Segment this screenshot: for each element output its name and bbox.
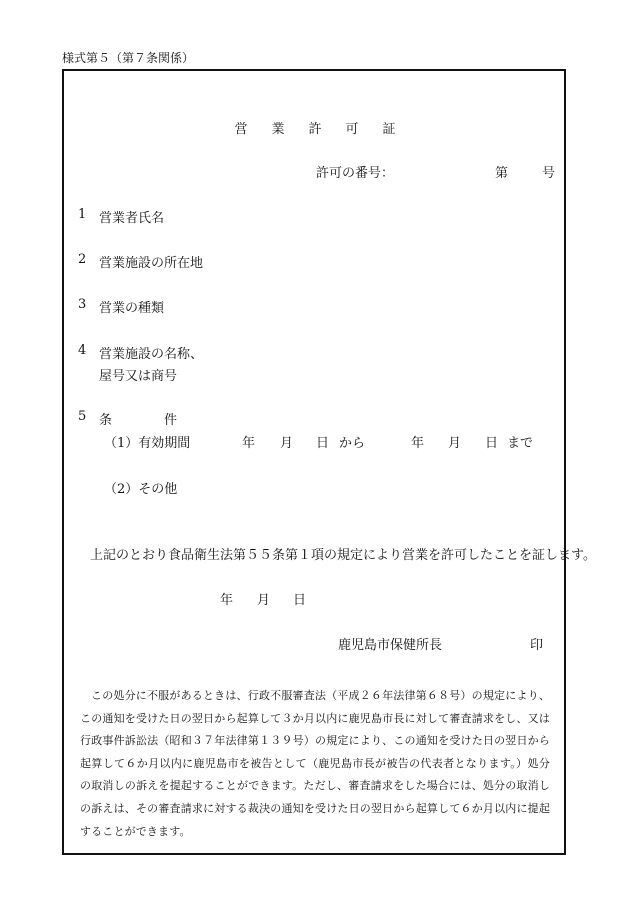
permit-number-go: 号 [542, 166, 556, 181]
other-label: （2）その他 [104, 482, 178, 497]
validity-label: （1）有効期間 [104, 436, 191, 451]
item-2-number: 2 [78, 252, 87, 267]
issue-date-year: 年 [220, 593, 234, 608]
validity-to-year: 年 [411, 436, 425, 451]
item-1-number: 1 [78, 207, 87, 222]
item-4-label-line2: 屋号又は商号 [99, 369, 178, 384]
item-5-label: 条 件 [99, 413, 178, 428]
appeal-notice: この処分に不服があるときは、行政不服審査法（平成２６年法律第６８号）の規定により、この通知を受けた日の翌日から起算して３か月以内に鹿児島市長に対して審査請求をし、又は行政事件訴訟法（昭和３７年法律第１３９号）の規定により、この通知を受けた日の翌日から起算して６か月以内に鹿児島市を被告として（鹿児島市長が被告の代表者となります。）処分の取消しの訴えを提起することができます。ただし、審査請求をした場合には、処分の取消しの訴えは、その審査請求に対する裁決の通知を受けた日の翌日から起算して６か月以内に提起することができます。 [80, 689, 550, 838]
validity-until-word: まで [507, 436, 534, 451]
item-3-number: 3 [78, 297, 87, 312]
item-5-number: 5 [78, 409, 87, 424]
validity-to-day: 日 [485, 436, 499, 451]
validity-from-day: 日 [316, 436, 330, 451]
validity-from-year: 年 [242, 436, 256, 451]
issuer-name: 鹿児島市保健所長 [338, 638, 443, 653]
validity-from-word: から [339, 436, 366, 451]
validity-from-month: 月 [280, 436, 294, 451]
permit-number-label: 許可の番号： [316, 166, 395, 181]
item-1-label: 営業者氏名 [99, 211, 165, 226]
issue-date-day: 日 [293, 593, 307, 608]
permit-number-dai: 第 [495, 166, 509, 181]
form-reference: 様式第５（第７条関係） [62, 51, 195, 65]
certification-text: 上記のとおり食品衛生法第５５条第１項の規定により営業を許可したことを証します。 [90, 548, 596, 563]
item-2-label: 営業施設の所在地 [99, 256, 204, 271]
issue-date-month: 月 [257, 593, 271, 608]
item-4-label: 営業施設の名称、 [99, 347, 204, 362]
certificate-title: 営業許可証 [234, 122, 420, 137]
seal-mark: 印 [530, 638, 544, 653]
item-3-label: 営業の種類 [99, 301, 165, 316]
item-4-number: 4 [78, 343, 87, 358]
validity-to-month: 月 [448, 436, 462, 451]
